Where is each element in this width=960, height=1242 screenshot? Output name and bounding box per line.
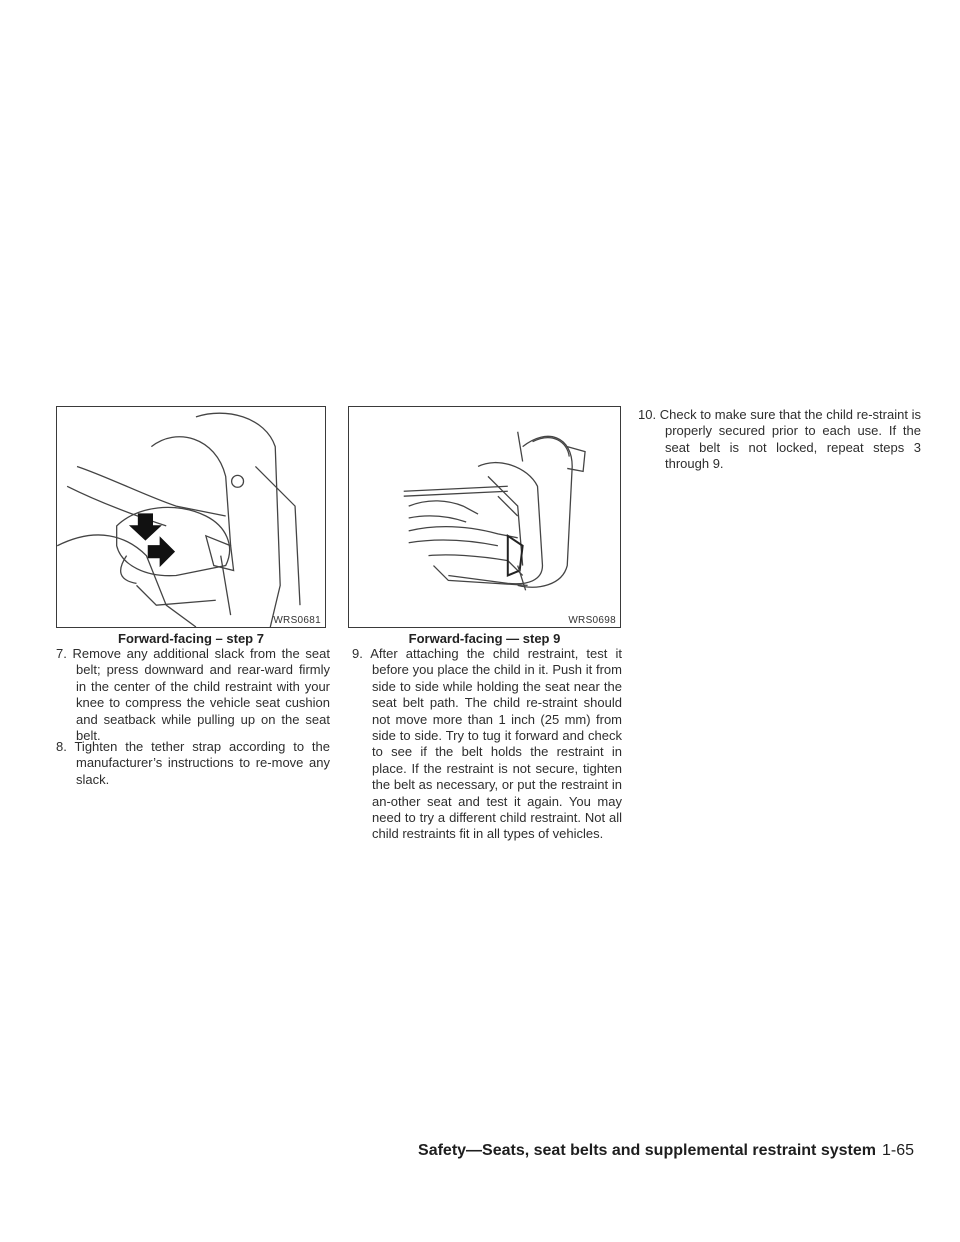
figure-caption: Forward-facing – step 7: [118, 631, 264, 646]
step-7: 7. Remove any additional slack from the seat belt; press downward and rear-ward firmly in the center of the child restraint with your knee to compress the vehicle seat cushion and seatback while pulling up on the seat belt.: [56, 646, 330, 744]
step-8: 8. Tighten the tether strap according to the manufacturer’s instructions to re-move any slack.: [56, 739, 330, 787]
figure-id: WRS0698: [568, 615, 616, 626]
figure-step-9: [348, 406, 621, 628]
figure-caption: Forward-facing — step 9: [408, 631, 561, 646]
child-seat-push-test-illustration: [349, 407, 620, 627]
right-arrow-icon: [148, 538, 174, 566]
page-footer: [418, 1142, 914, 1160]
step-9: 9. After attaching the child restraint, test it before you place the child in it. Push it from side to side while holding the seat near the seat belt path. The child re-straint should not move more than 1 inch (25 mm) from side to side. Try to tug it forward and check to see if the belt holds the restraint in place. If the restraint is not secure, tighten the belt as necessary, or put the restraint in an-other seat and test it again. You may need to try a different child restraint. Not all child restraints fit in all types of vehicles.: [352, 646, 622, 842]
page-number: 1-65: [881, 1142, 914, 1159]
footer-section-title: Safety—Seats, seat belts and supplemental restraint system: [418, 1142, 876, 1159]
figure-step-7: [56, 406, 326, 628]
figure-id: WRS0681: [273, 615, 321, 626]
child-seat-knee-press-illustration: [57, 407, 325, 627]
down-arrow-icon: [131, 514, 161, 540]
step-10: 10. Check to make sure that the child re-straint is properly secured prior to each use. If the seat belt is not locked, repeat steps 3 through 9.: [638, 407, 921, 472]
